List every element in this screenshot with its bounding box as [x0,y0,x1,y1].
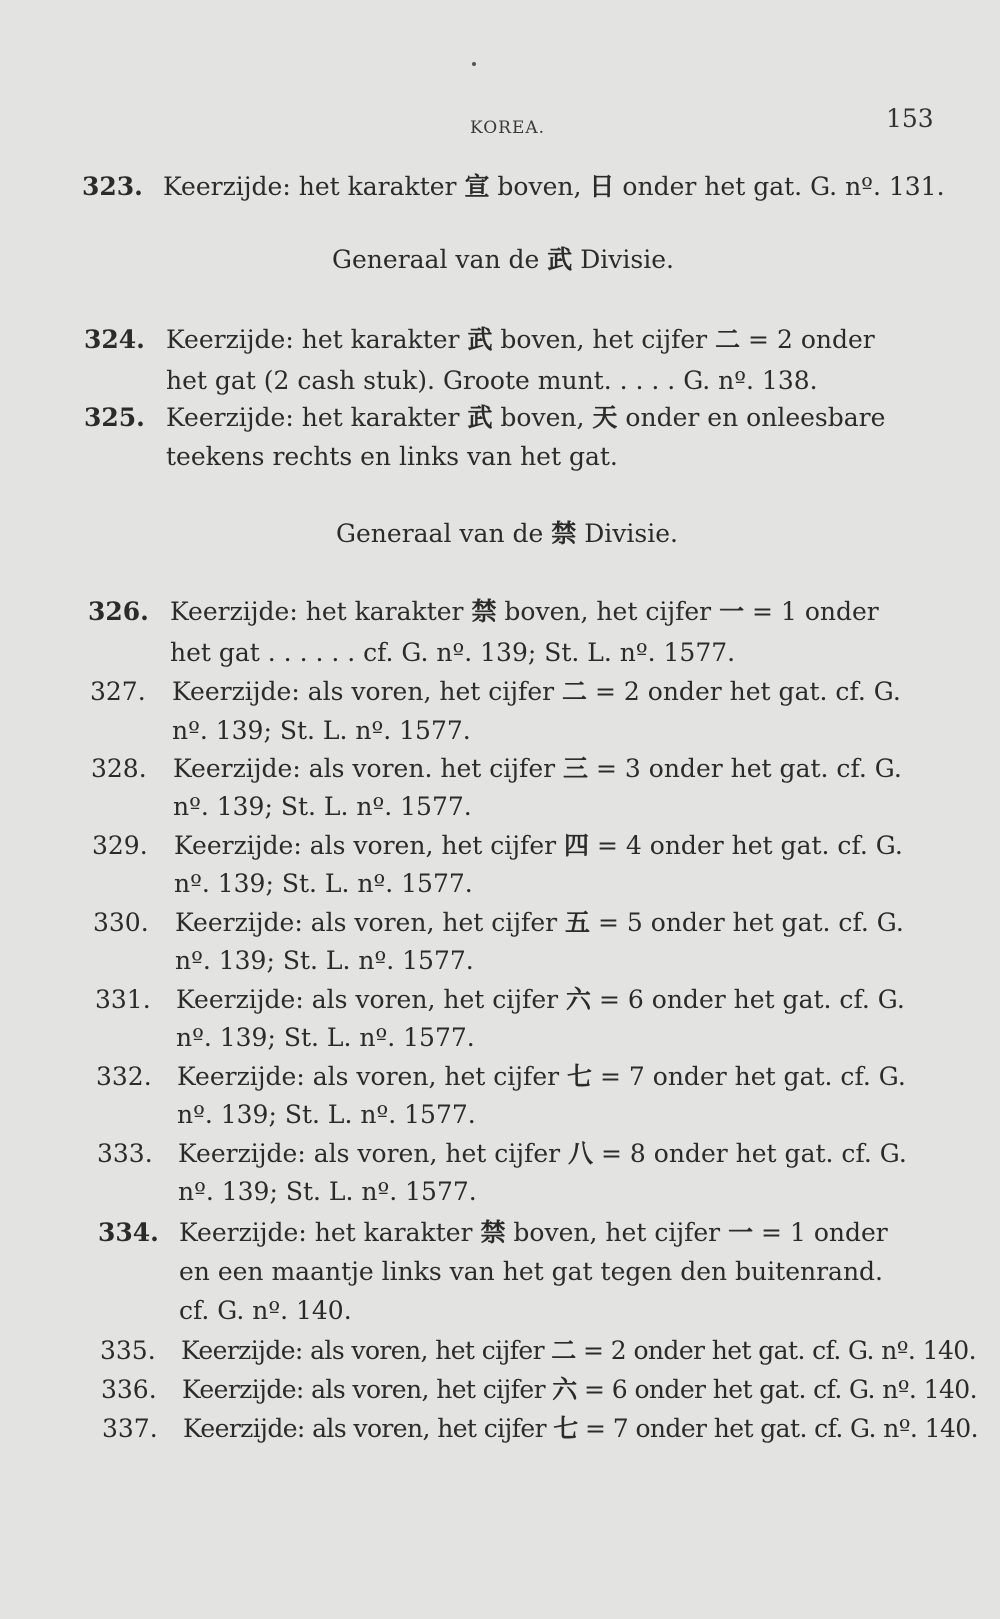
entry-number: 337. [102,1414,158,1443]
entry-text: Keerzijde: als voren, het cijfer 二 = 2 onder het gat. cf. G. [172,677,901,706]
entry-text: nº. 139; St. L. nº. 1577. [176,1023,475,1052]
list-item-continuation [0,1095,1000,1135]
entry-text: nº. 139; St. L. nº. 1577. [172,716,471,745]
paper-speck [472,62,476,66]
entry-text: Keerzijde: als voren, het cijfer 六 = 6 onder het gat. cf. G. [176,985,905,1014]
list-item-continuation [0,1018,1000,1058]
entry-text: en een maantje links van het gat tegen den buitenrand. [179,1257,884,1286]
list-item [0,1057,1000,1097]
entry-text: nº. 139; St. L. nº. 1577. [175,946,474,975]
entry-text: nº. 139; St. L. nº. 1577. [173,792,472,821]
list-item-continuation [0,941,1000,981]
entry-number: 333. [97,1139,153,1168]
list-item [0,1213,1000,1253]
list-item-continuation [0,787,1000,827]
entry-text: nº. 139; St. L. nº. 1577. [177,1100,476,1129]
section-heading: Generaal van de 禁 Divisie. [336,519,678,548]
entry-number: 326. [88,597,149,626]
entry-number: 328. [91,754,147,783]
entry-text: Keerzijde: het karakter 宣 boven, 日 onder het gat. G. nº. 131. [163,172,945,201]
entry-text: Keerzijde: als voren, het cijfer 七 = 7 onder het gat. cf. G. [177,1062,906,1091]
list-item [0,903,1000,943]
entry-text: Keerzijde: als voren, het cijfer 二 = 2 onder het gat. cf. G. nº. 140. [181,1336,976,1365]
list-item-continuation [0,711,1000,751]
list-item-continuation [0,1252,1000,1292]
list-item [0,1134,1000,1174]
entry-text: teekens rechts en links van het gat. [166,442,618,471]
list-item-continuation [0,864,1000,904]
list-item-continuation [0,1172,1000,1212]
entry-text: Keerzijde: het karakter 武 boven, 天 onder en onleesbare [166,403,886,432]
entry-number: 332. [96,1062,152,1091]
list-item [0,592,1000,632]
list-item [0,320,1000,360]
entry-text: cf. G. nº. 140. [179,1296,352,1325]
list-item-continuation [0,1291,1000,1331]
entry-number: 327. [90,677,146,706]
entry-text: Keerzijde: het karakter 武 boven, het cijfer 二 = 2 onder [166,325,875,354]
entry-number: 331. [95,985,151,1014]
running-title: KOREA. [470,118,546,138]
entry-text: Keerzijde: als voren, het cijfer 六 = 6 onder het gat. cf. G. nº. 140. [182,1375,977,1404]
entry-text: het gat . . . . . . cf. G. nº. 139; St. L. nº. 1577. [170,638,736,667]
list-item-continuation [0,437,1000,477]
list-item [0,1409,1000,1449]
entry-number: 323. [82,172,143,201]
list-item [0,826,1000,866]
entry-number: 334. [98,1218,159,1247]
list-item [0,672,1000,712]
entry-number: 330. [93,908,149,937]
list-item [0,398,1000,438]
entry-number: 325. [84,403,145,432]
list-item-continuation [0,361,1000,401]
entry-text: Keerzijde: als voren. het cijfer 三 = 3 onder het gat. cf. G. [173,754,902,783]
list-item [0,749,1000,789]
entry-text: Keerzijde: het karakter 禁 boven, het cijfer 一 = 1 onder [179,1218,888,1247]
entry-text: nº. 139; St. L. nº. 1577. [174,869,473,898]
entry-text: Keerzijde: het karakter 禁 boven, het cijfer 一 = 1 onder [170,597,879,626]
entry-text: het gat (2 cash stuk). Groote munt. . . . . G. nº. 138. [166,366,818,395]
entry-number: 336. [101,1375,157,1404]
list-item [0,167,1000,207]
entry-text: Keerzijde: als voren, het cijfer 七 = 7 onder het gat. cf. G. nº. 140. [183,1414,978,1443]
page-number: 153 [886,104,934,133]
section-heading: Generaal van de 武 Divisie. [332,245,674,274]
list-item-continuation [0,633,1000,673]
entry-text: Keerzijde: als voren, het cijfer 四 = 4 onder het gat. cf. G. [174,831,903,860]
list-item [0,980,1000,1020]
entry-number: 329. [92,831,148,860]
list-item [0,1331,1000,1371]
entry-text: Keerzijde: als voren, het cijfer 八 = 8 onder het gat. cf. G. [178,1139,907,1168]
running-head [0,104,1000,144]
entry-text: Keerzijde: als voren, het cijfer 五 = 5 onder het gat. cf. G. [175,908,904,937]
entry-number: 335. [100,1336,156,1365]
entry-text: nº. 139; St. L. nº. 1577. [178,1177,477,1206]
entry-number: 324. [84,325,145,354]
list-item [0,1370,1000,1410]
